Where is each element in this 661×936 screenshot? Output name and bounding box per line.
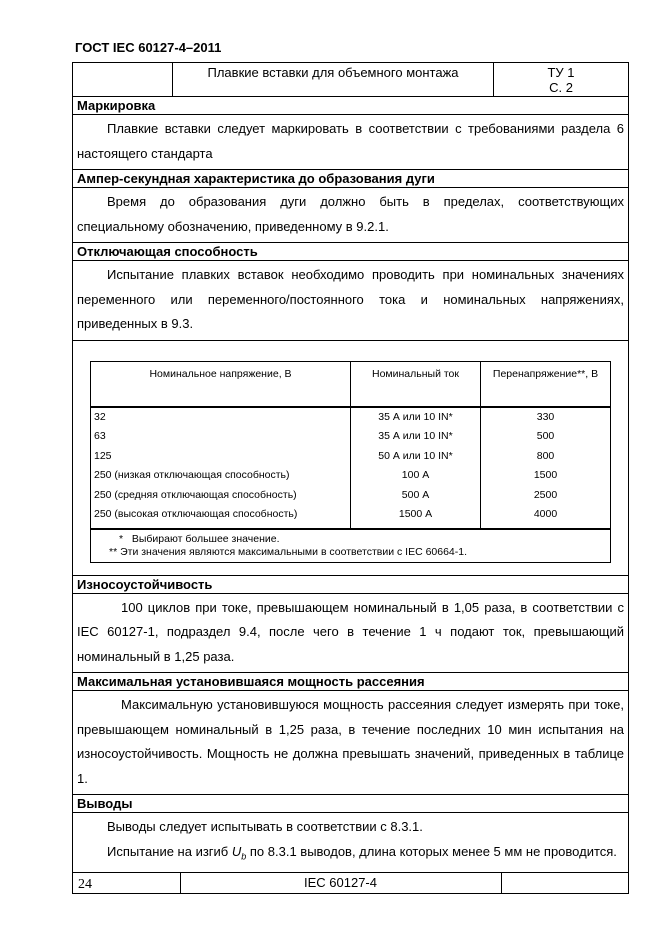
header-row [73,63,628,97]
table-notes [91,529,611,563]
table-row [91,427,611,447]
section-heading: Износоустойчивость [73,576,628,594]
table-cell: 250 (низкая отключающая способность) [91,466,351,486]
section-body [73,813,628,873]
section-body [73,594,628,674]
spec-code: ТУ 1 [547,65,575,80]
table-cell: 50 А или 10 IN* [351,447,481,467]
table-container [73,341,628,576]
col-header: Номинальный ток [351,361,481,407]
section-body [73,691,628,795]
table-cell: 250 (средняя отключающая способность) [91,486,351,506]
table-row [91,407,611,428]
paragraph: Максимальную установившуюся мощность рассеяния следует измерять при токе, превышающем номинальный в 1,25 раза, в течение последних 10 мин испытания на износоустойчивость. Мощность не должна превышать значений, приведенных в таблице 1. [77,697,624,786]
section-body [73,188,628,243]
table-cell: 100 А [351,466,481,486]
table-cell: 125 [91,447,351,467]
section-heading: Максимальная установившаяся мощность рассеяния [73,673,628,691]
note: ** Эти значения являются максимальными в соответствии с IEC 60664-1. [109,545,468,558]
table-cell: 35 А или 10 IN* [351,407,481,428]
table-row [91,505,611,529]
table-cell: 63 [91,427,351,447]
page-code: С. 2 [549,80,573,95]
voltage-table [90,361,611,563]
table-row [91,447,611,467]
table-cell: 500 [481,427,611,447]
paragraph: Выводы следует испытывать в соответствии с 8.3.1. [107,819,423,834]
table-row [91,486,611,506]
col-header: Номинальное напряжение, В [91,361,351,407]
footer-standard: IEC 60127-4 [180,873,502,893]
page-number: 24 [78,877,92,892]
document-title: ГОСТ IEC 60127-4–2011 [75,40,222,55]
paragraph: Время до образования дуги должно быть в пределах, соответствующих специальному обозначению, приведенному в 9.2.1. [77,194,624,234]
paragraph: 100 циклов при токе, превышающем номинальный в 1,05 раза, в соответствии с IEC 60127-1, подраздел 9.4, после чего в течение 1 ч подают ток, превышающий номинальный в 1,25 раза. [77,599,624,664]
note: * Выбирают большее значение. [119,532,280,545]
table-row [91,466,611,486]
spec-frame [72,62,629,894]
section-body [73,115,628,170]
section-heading: Ампер-секундная характеристика до образования дуги [73,170,628,188]
footer-row [73,873,628,893]
col-header: Перенапряжение**, В [481,361,611,407]
table-cell: 2500 [481,486,611,506]
table-cell: 1500 [481,466,611,486]
section-heading: Отключающая способность [73,243,628,261]
table-cell: 800 [481,447,611,467]
paragraph: Плавкие вставки следует маркировать в соответствии с требованиями раздела 6 настоящего стандарта [77,121,624,161]
paragraph: Испытание на изгиб $U_b$ по 8.3.1 выводов, длина которых менее 5 мм не проводится. [107,843,617,862]
section-heading: Выводы [73,795,628,813]
table-cell: 500 А [351,486,481,506]
product-name: Плавкие вставки для объемного монтажа [173,63,494,96]
table-cell: 330 [481,407,611,428]
table-cell: 250 (высокая отключающая способность) [91,505,351,529]
section-body [73,261,628,341]
table-cell: 32 [91,407,351,428]
paragraph: Испытание плавких вставок необходимо проводить при номинальных значениях переменного или переменного/постоянного тока и номинальных напряжениях, приведенных в 9.3. [77,267,624,331]
section-heading: Маркировка [73,97,628,115]
table-cell: 4000 [481,505,611,529]
table-cell: 1500 А [351,505,481,529]
table-cell: 35 А или 10 IN* [351,427,481,447]
